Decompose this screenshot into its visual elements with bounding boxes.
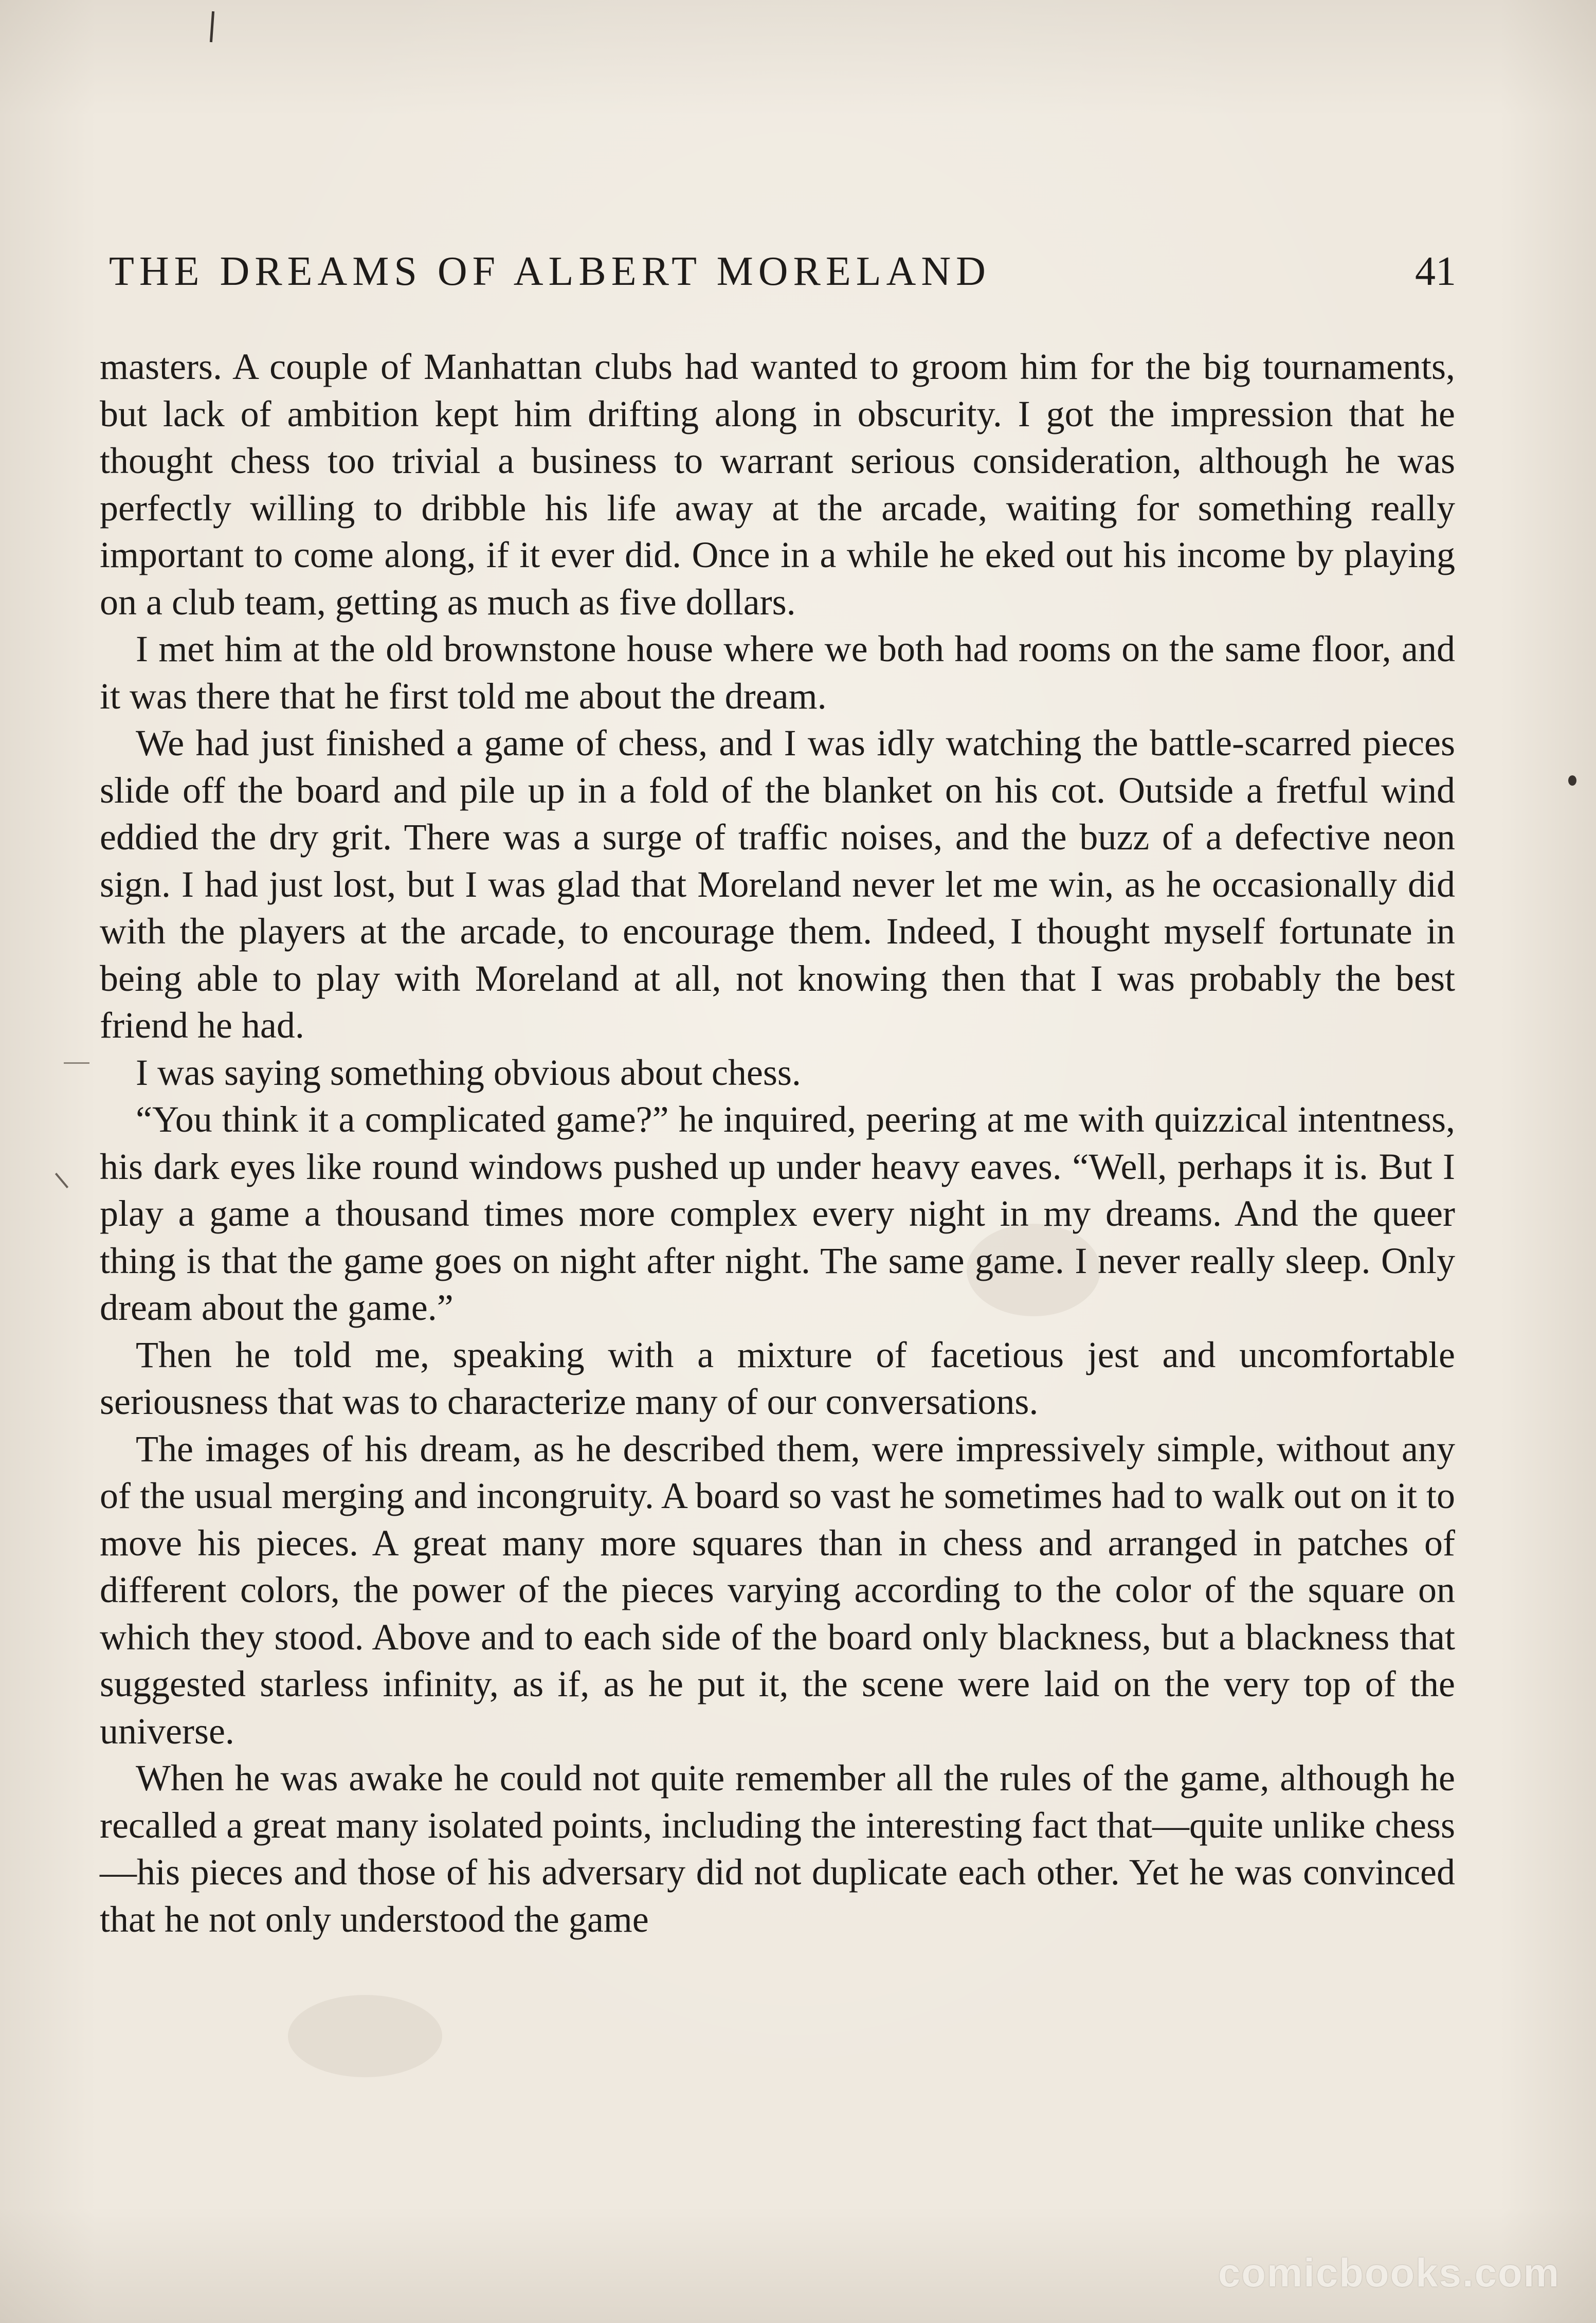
margin-pencil-mark bbox=[55, 1173, 68, 1188]
paragraph: We had just finished a game of chess, and I was idly watching the battle-scarred pieces slide off the board and pile up in a fold of the blanket on his cot. Outside a fretful wind eddied the dry grit. There was a surge of traffic noises, and the buzz of a defective neon sign. I had just lost, but I was glad that Moreland never let me win, as he occasionally did with the players at the arcade, to encourage them. Indeed, I thought myself fortunate in being able to play with Moreland at all, not knowing then that I was probably the best friend he had. bbox=[100, 722, 1455, 1046]
body-text bbox=[100, 343, 1455, 2153]
paragraph: “You think it a complicated game?” he inquired, peering at me with quizzical intentness, his dark eyes like round windows pushed up under heavy eaves. “Well, perhaps it is. But I play a game a thousand times more complex every night in my dreams. And the queer thing is that the game goes on night after night. The same game. I never really sleep. Only dream about the game.” bbox=[100, 1099, 1455, 1328]
paragraph: I met him at the old brownstone house where we both had rooms on the same floor, and it was there that he first told me about the dream. bbox=[100, 628, 1455, 717]
site-watermark: comicbooks.com bbox=[1218, 2250, 1560, 2295]
margin-pencil-mark bbox=[64, 1062, 89, 1064]
paragraph: The images of his dream, as he described them, were impressively simple, without any of the usual merging and incongruity. A board so vast he sometimes had to walk out on it to move his pieces. A great many more squares than in chess and arranged in patches of different colors, the power of the pieces varying according to the color of the square on which they stood. Above and to each side of the board only blackness, but a blackness that suggested starless infinity, as if, as he put it, the scene were laid on the very top of the universe. bbox=[100, 1428, 1455, 1752]
paragraph: masters. A couple of Manhattan clubs had wanted to groom him for the big tournaments, but lack of ambition kept him drifting along in obscurity. I got the impression that he thought chess too trivial a business to warrant serious consideration, although he was perfectly willing to dribble his life away at the arcade, waiting for something really important to come along, if it ever did. Once in a while he eked out his income by playing on a club team, getting as much as five dollars. bbox=[100, 346, 1455, 623]
running-head bbox=[109, 241, 1456, 302]
paragraph: When he was awake he could not quite remember all the rules of the game, although he recalled a great many isolated points, including the interesting fact that—quite unlike chess—his pieces and those of his adversary did not duplicate each other. Yet he was convinced that he not only understood the game bbox=[100, 1757, 1455, 1940]
margin-pencil-mark bbox=[210, 11, 214, 42]
page-number: 41 bbox=[1415, 249, 1456, 294]
margin-ink-dot bbox=[1568, 775, 1576, 786]
paragraph: Then he told me, speaking with a mixture of facetious jest and uncomfortable seriousness that was to characterize many of our conversations. bbox=[100, 1334, 1455, 1422]
running-head-title: THE DREAMS OF ALBERT MORELAND bbox=[109, 249, 991, 294]
paragraph: I was saying something obvious about chess. bbox=[136, 1051, 801, 1093]
